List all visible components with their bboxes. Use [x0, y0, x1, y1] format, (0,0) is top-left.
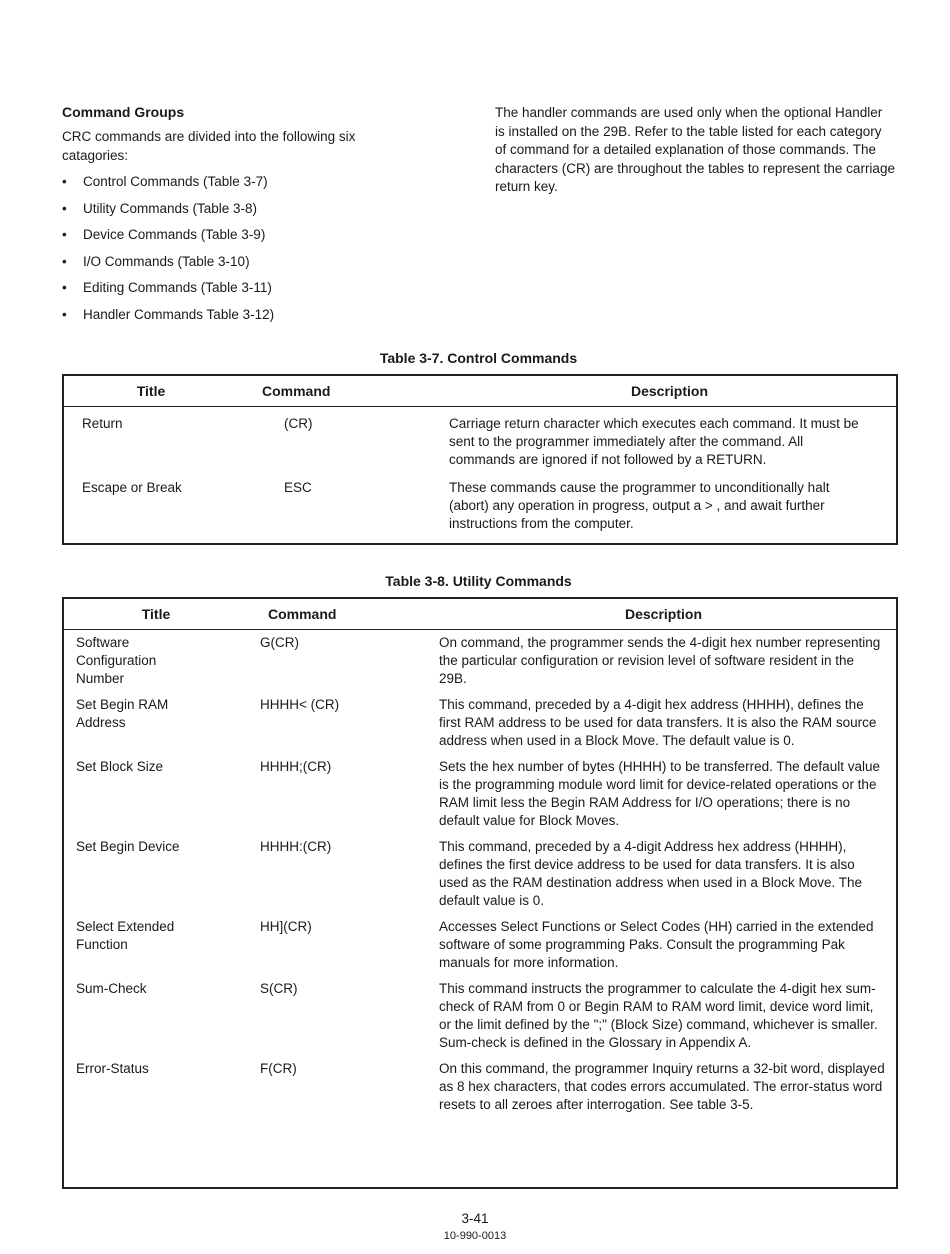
table-row	[63, 407, 897, 480]
row-description: These commands cause the programmer to unconditionally halt (abort) any operation in progress, output a > , and await further instructions from the computer.	[449, 480, 830, 531]
column-header-command: Command	[248, 598, 431, 630]
row-description: Carriage return character which executes each command. It must be sent to the programmer immediately after the command. All commands are ignored if not followed by a RETURN.	[449, 416, 859, 467]
column-header-description: Description	[443, 375, 897, 407]
command-groups-intro: CRC commands are divided into the following six catagories:	[62, 129, 356, 163]
row-command: HHHH;(CR)	[260, 759, 332, 774]
list-item: • Handler Commands Table 3-12)	[62, 302, 462, 329]
row-description: Accesses Select Functions or Select Codes (HH) carried in the extended software of some programming Paks. Consult the programming Pak manuals for more information.	[439, 919, 874, 970]
row-description: This command instructs the programmer to calculate the 4-digit hex sum-check of RAM from 0 or Begin RAM to RAM word limit, device word limit, or the limit defined by the ";" (Block Size) command, whichever is smaller. Sum-check is defined in the Glossary in Appendix A.	[439, 981, 878, 1050]
row-title: Sum-Check	[76, 981, 147, 996]
bullet-icon: •	[62, 280, 67, 296]
table-3-7-title: Table 3-7. Control Commands	[379, 350, 578, 366]
column-header-title: Title	[63, 598, 248, 630]
table-row	[63, 696, 897, 758]
row-title: Set Block Size	[76, 759, 164, 774]
row-command: HHHH:(CR)	[260, 839, 332, 854]
table-spacer-row	[63, 1122, 897, 1188]
row-description: This command, preceded by a 4-digit hex address (HHHH), defines the first RAM address to be used for data transfers. It is also the RAM source address when used in a Block Move. The default value is 0.	[439, 697, 877, 748]
row-description: On this command, the programmer Inquiry returns a 32-bit word, displayed as 8 hex characters, that codes errors accumulated. The error-status word resets to all zeroes after interrogation. See table 3-5.	[439, 1061, 885, 1112]
row-title: Software Configuration Number	[76, 635, 157, 686]
table-row	[63, 838, 897, 918]
bullet-icon: •	[62, 227, 67, 243]
row-command: ESC	[284, 480, 312, 495]
handler-commands-paragraph: The handler commands are used only when the optional Handler is installed on the 29B. Refer to the table listed for each category of command for a detailed explanation of those commands. The characters (CR) are throughout the tables to represent the carriage return key.	[495, 105, 895, 194]
row-title: Escape or Break	[82, 480, 182, 495]
command-groups-section	[62, 104, 462, 329]
row-title: Select Extended Function	[76, 919, 175, 952]
row-description: This command, preceded by a 4-digit Address hex address (HHHH), defines the first device address to be used for data transfers. It is also used as the RAM destination address when used in a Block Move. The default value is 0.	[439, 839, 862, 908]
row-command: S(CR)	[260, 981, 298, 996]
list-item: • Editing Commands (Table 3-11)	[62, 275, 462, 302]
row-command: HHHH< (CR)	[260, 697, 340, 712]
table-row	[63, 918, 897, 980]
column-header-command: Command	[238, 375, 443, 407]
row-title: Return	[82, 416, 123, 431]
list-item: • Device Commands (Table 3-9)	[62, 222, 462, 249]
table-header-row	[63, 598, 897, 630]
command-groups-heading: Command Groups	[62, 104, 185, 120]
row-description: Sets the hex number of bytes (HHHH) to be transferred. The default value is the programming module word limit for device-related operations or the RAM limit less the Begin RAM Address for I/O operations; there is no default value for Block Moves.	[439, 759, 880, 828]
control-commands-table	[62, 374, 898, 545]
page-number: 3-41	[461, 1211, 489, 1226]
column-header-description: Description	[431, 598, 897, 630]
row-command: G(CR)	[260, 635, 299, 650]
command-groups-list	[62, 169, 462, 329]
table-row	[63, 758, 897, 838]
bullet-icon: •	[62, 174, 67, 189]
row-title: Error-Status	[76, 1061, 149, 1076]
row-command: HH](CR)	[260, 919, 312, 934]
bullet-icon: •	[62, 306, 67, 322]
list-item: • Utility Commands (Table 3-8)	[62, 196, 462, 223]
table-header-row	[63, 375, 897, 407]
bullet-icon: •	[62, 200, 67, 216]
row-command: F(CR)	[260, 1061, 297, 1076]
list-item: • Control Commands (Table 3-7)	[62, 169, 462, 196]
column-header-title: Title	[63, 375, 238, 407]
table-row	[63, 479, 897, 544]
row-description: On command, the programmer sends the 4-digit hex number representing the particular configuration or revision level of software resident in the 29B.	[439, 635, 881, 686]
table-row	[63, 630, 897, 697]
document-number: 10-990-0013	[443, 1230, 507, 1242]
bullet-icon: •	[62, 253, 67, 269]
table-3-8-title: Table 3-8. Utility Commands	[385, 573, 572, 589]
row-command: (CR)	[284, 416, 313, 431]
row-title: Set Begin RAM Address	[76, 697, 169, 730]
utility-commands-table	[62, 597, 898, 1189]
table-row	[63, 980, 897, 1060]
list-item: • I/O Commands (Table 3-10)	[62, 249, 462, 276]
row-title: Set Begin Device	[76, 839, 180, 854]
table-row	[63, 1060, 897, 1122]
